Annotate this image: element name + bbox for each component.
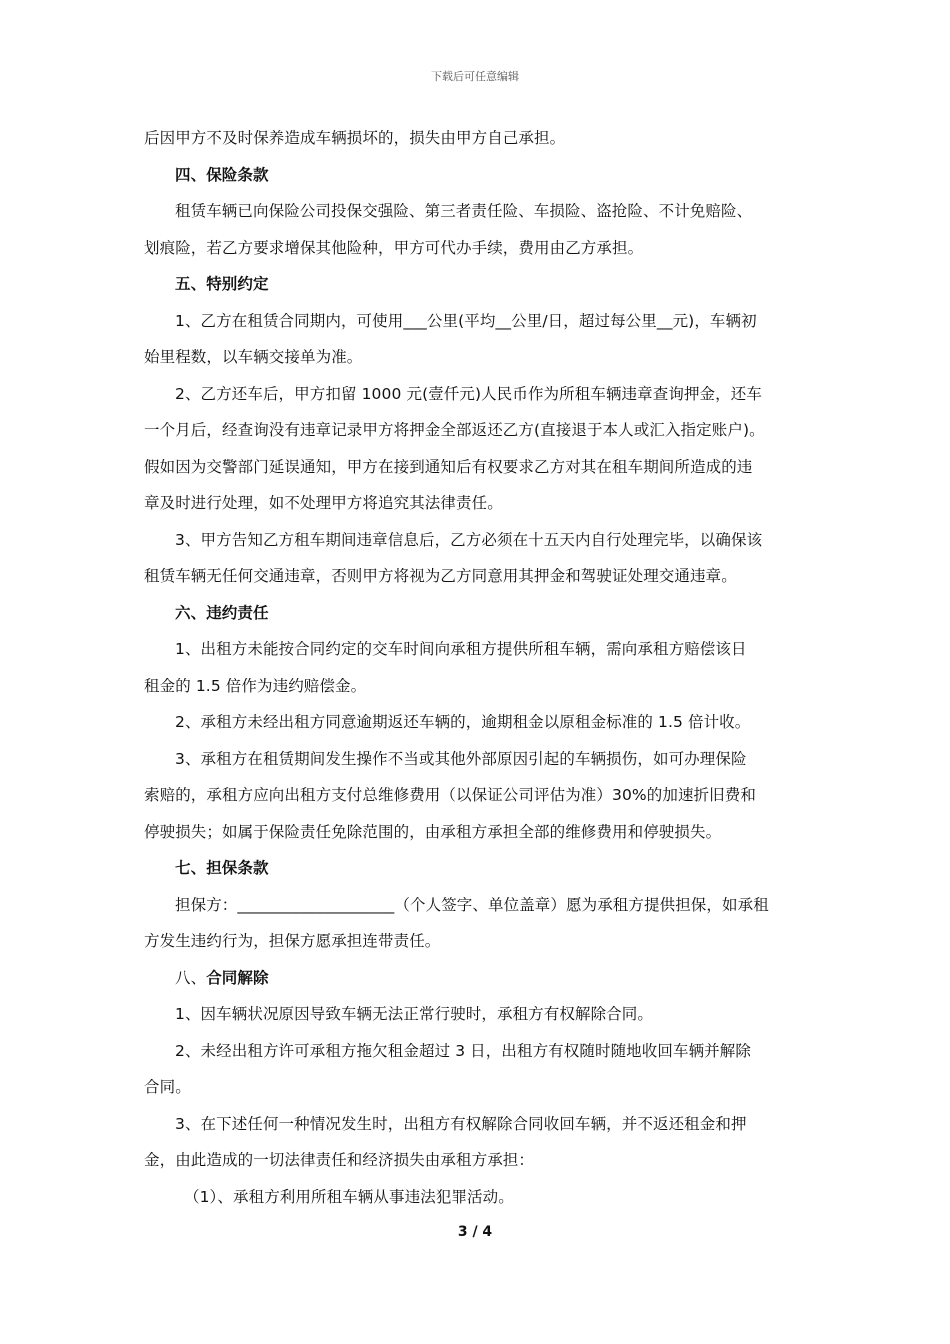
section-heading [144,960,810,997]
paragraph-line: 3、在下述任何一种情况发生时，出租方有权解除合同收回车辆，并不返还租金和押 [175,1114,747,1133]
document-body [144,120,810,1215]
paragraph-line: 2、乙方还车后，甲方扣留 1000 元(壹仟元)人民币作为所租车辆违章查询押金，还车 [175,384,762,403]
paragraph-line: 租赁车辆已向保险公司投保交强险、第三者责任险、车损险、盗抢险、不计免赔险、 [175,202,753,220]
paragraph-line: 假如因为交警部门延误通知，甲方在接到通知后有权要求乙方对其在租车期间所造成的违 [144,457,753,476]
paragraph-line: 1、乙方在租赁合同期内，可使用___公里(平均__公里/日，超过每公里__元)，车辆初 [175,311,757,330]
paragraph-line: 始里程数，以车辆交接单为准。 [144,348,363,366]
page-number: 3 / 4 [457,1224,493,1240]
paragraph-line: 章及时进行处理，如不处理甲方将追究其法律责任。 [144,494,503,512]
paragraph-line: 2、承租方未经出租方同意逾期返还车辆的，逾期租金以原租金标准的 1.5 倍计收。 [175,713,751,731]
paragraph-line: 3、承租方在租赁期间发生操作不当或其他外部原因引起的车辆损伤，如可办理保险 [175,749,747,768]
paragraph-line: 1、因车辆状况原因导致车辆无法正常行驶时，承租方有权解除合同。 [175,1005,653,1023]
paragraph-line: 3、甲方告知乙方租车期间违章信息后，乙方必须在十五天内自行处理完毕，以确保该 [175,530,763,549]
section-heading-number: 八、 [175,968,207,987]
paragraph-line: 一个月后，经查询没有违章记录甲方将押金全部返还乙方(直接退于本人或汇入指定账户)。 [144,421,765,439]
paragraph-line: 租赁车辆无任何交通违章，否则甲方将视为乙方同意用其押金和驾驶证处理交通违章。 [144,567,737,585]
paragraph-line: 2、未经出租方许可承租方拖欠租金超过 3 日，出租方有权随时随地收回车辆并解除 [175,1041,751,1060]
page-header: 下载后可任意编辑 [431,70,519,83]
paragraph-line: 1、出租方未能按合同约定的交车时间向承租方提供所租车辆，需向承租方赔偿该日 [175,640,747,658]
paragraph-line: 后因甲方不及时保养造成车辆损坏的，损失由甲方自己承担。 [144,129,566,147]
paragraph-line: 租金的 1.5 倍作为违约赔偿金。 [144,676,367,695]
paragraph-line: 担保方：____________________（个人签字、单位盖章）愿为承租方提供担保，如承租 [175,895,769,914]
paragraph-line: 合同。 [144,1078,191,1096]
section-heading: 四、保险条款 [175,165,269,184]
section-heading: 五、特别约定 [175,275,269,293]
section-heading: 七、担保条款 [175,859,269,877]
section-heading-title: 合同解除 [206,968,269,987]
paragraph-line: 方发生违约行为，担保方愿承担连带责任。 [144,932,441,950]
paragraph-line: 金，由此造成的一切法律责任和经济损失由承租方承担： [144,1151,535,1169]
paragraph-line: 索赔的，承租方应向出租方支付总维修费用（以保证公司评估为准）30%的加速折旧费和 [144,786,756,804]
paragraph-line: （1）、承租方利用所租车辆从事违法犯罪活动。 [184,1187,514,1206]
paragraph-line: 停驶损失；如属于保险责任免除范围的，由承租方承担全部的维修费用和停驶损失。 [144,822,722,841]
section-heading: 六、违约责任 [175,603,269,622]
paragraph-line: 划痕险，若乙方要求增保其他险种，甲方可代办手续，费用由乙方承担。 [144,238,644,257]
